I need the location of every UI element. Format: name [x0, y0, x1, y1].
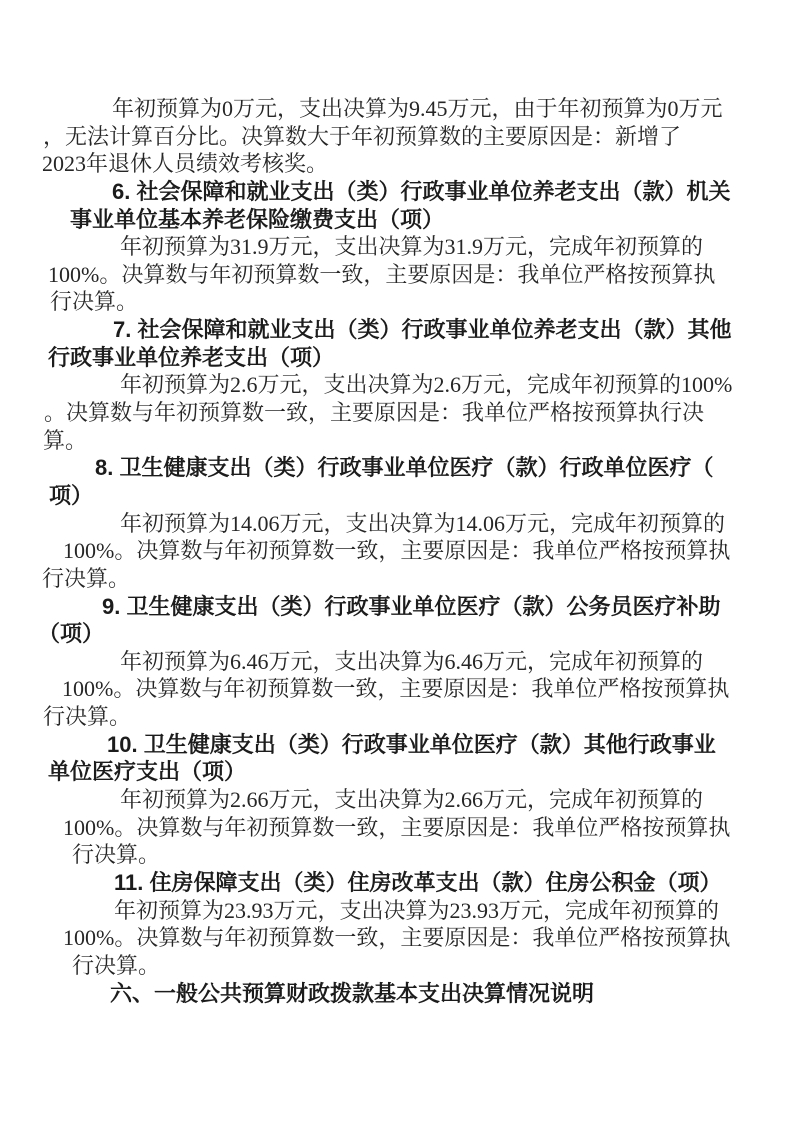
heading-line: 7. 社会保障和就业支出（类）行政事业单位养老支出（款）其他 — [113, 317, 732, 343]
heading-line: （项） — [38, 621, 105, 647]
body-text-line: 年初预算为6.46万元，支出决算为6.46万元，完成年初预算的 — [120, 648, 704, 674]
body-text-line: ，无法计算百分比。决算数大于年初预算数的主要原因是：新增了 — [43, 123, 682, 149]
body-text-line: 年初预算为2.6万元，支出决算为2.6万元，完成年初预算的100% — [120, 372, 733, 398]
heading-line: 8. 卫生健康支出（类）行政事业单位医疗（款）行政单位医疗（ — [95, 455, 714, 481]
body-text-line: 年初预算为23.93万元，支出决算为23.93万元，完成年初预算的 — [114, 897, 720, 923]
body-text-line: 行决算。 — [72, 842, 161, 868]
body-text-line: 行决算。 — [43, 704, 132, 730]
heading-line: 行政事业单位养老支出（项） — [48, 344, 335, 370]
body-text-line: 行决算。 — [42, 565, 131, 591]
heading-line: 11. 住房保障支出（类）住房改革支出（款）住房公积金（项） — [114, 869, 722, 895]
heading-line: 六、一般公共预算财政拨款基本支出决算情况说明 — [110, 980, 595, 1006]
heading-line: 9. 卫生健康支出（类）行政事业单位医疗（款）公务员医疗补助 — [102, 593, 721, 619]
body-text-line: 年初预算为14.06万元，支出决算为14.06万元，完成年初预算的 — [120, 510, 726, 536]
heading-line: 单位医疗支出（项） — [48, 759, 247, 785]
body-text-line: 年初预算为2.66万元，支出决算为2.66万元，完成年初预算的 — [120, 787, 704, 813]
body-text-line: 100%。决算数与年初预算数一致，主要原因是：我单位严格按预算执 — [62, 676, 730, 702]
heading-line: 项） — [49, 482, 94, 508]
body-text-line: 行决算。 — [50, 289, 139, 315]
body-text-line: 2023年退休人员绩效考核奖。 — [42, 151, 329, 177]
body-text-line: 年初预算为0万元，支出决算为9.45万元，由于年初预算为0万元 — [112, 96, 723, 121]
body-text-line: 年初预算为31.9万元，支出决算为31.9万元，完成年初预算的 — [120, 234, 704, 260]
heading-line: 10. 卫生健康支出（类）行政事业单位医疗（款）其他行政事业 — [107, 731, 716, 757]
body-text-line: 算。 — [43, 427, 88, 453]
body-text-line: 100%。决算数与年初预算数一致，主要原因是：我单位严格按预算执 — [63, 925, 731, 951]
body-text-line: 100%。决算数与年初预算数一致，主要原因是：我单位严格按预算执 — [63, 538, 731, 564]
body-text-line: 行决算。 — [72, 952, 161, 978]
body-text-line: 100%。决算数与年初预算数一致，主要原因是：我单位严格按预算执 — [48, 261, 716, 287]
heading-line: 事业单位基本养老保险缴费支出（项） — [70, 206, 445, 232]
body-text-line: 。决算数与年初预算数一致，主要原因是：我单位严格按预算执行决 — [44, 400, 705, 426]
body-text-line: 100%。决算数与年初预算数一致，主要原因是：我单位严格按预算执 — [63, 814, 731, 840]
heading-line: 6. 社会保障和就业支出（类）行政事业单位养老支出（款）机关 — [112, 178, 731, 204]
